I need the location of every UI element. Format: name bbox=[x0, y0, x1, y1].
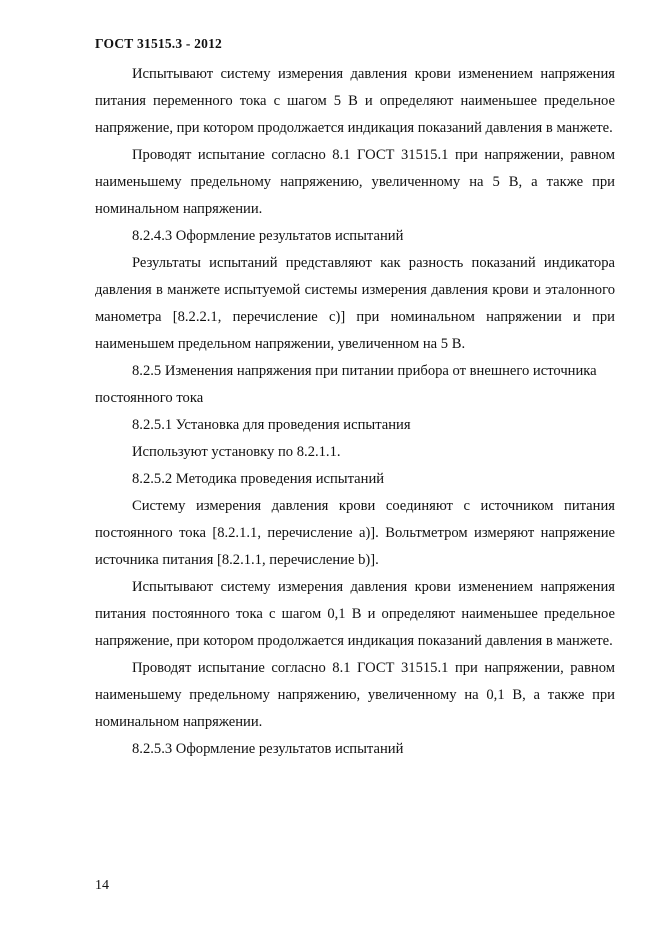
section-heading-8-2-5: 8.2.5 Изменения напряжения при питании прибора от внешнего источника постоянного тока bbox=[95, 363, 597, 406]
section-heading-8-2-5-1: 8.2.5.1 Установка для проведения испытания bbox=[132, 417, 411, 433]
page-number: 14 bbox=[95, 878, 109, 893]
section-heading-8-2-4-3: 8.2.4.3 Оформление результатов испытаний bbox=[132, 228, 404, 244]
section-heading-8-2-5-3: 8.2.5.3 Оформление результатов испытаний bbox=[132, 741, 404, 757]
document-header: ГОСТ 31515.3 - 2012 bbox=[95, 36, 222, 51]
paragraph-dc-voltage-test: Испытывают систему измерения давления крови изменением напряжения питания постоянного тока с шагом 0,1 В и определяют наименьшее предельное напряжение, при котором продолжается индикация показаний давления в манжете. bbox=[95, 579, 615, 649]
section-heading-8-2-5-2: 8.2.5.2 Методика проведения испытаний bbox=[132, 471, 385, 487]
paragraph-dc-test-procedure: Проводят испытание согласно 8.1 ГОСТ 31515.1 при напряжении, равном наименьшему предельному напряжению, увеличенному на 0,1 В, а также при номинальном напряжении. bbox=[95, 660, 615, 730]
document-body bbox=[95, 61, 615, 763]
paragraph-setup-reference: Используют установку по 8.2.1.1. bbox=[132, 444, 341, 460]
paragraph-ac-voltage-test: Испытывают систему измерения давления крови изменением напряжения питания переменного тока с шагом 5 В и определяют наименьшее предельное напряжение, при котором продолжается индикация показаний давления в манжете. bbox=[95, 66, 615, 136]
paragraph-ac-test-procedure: Проводят испытание согласно 8.1 ГОСТ 31515.1 при напряжении, равном наименьшему предельному напряжению, увеличенному на 5 В, а также при номинальном напряжении. bbox=[95, 147, 615, 217]
paragraph-results-presentation: Результаты испытаний представляют как разность показаний индикатора давления в манжете испытуемой системы измерения давления крови и эталонного манометра [8.2.2.1, перечисление c)] при номинальном напряжении и при наименьшем предельном напряжении, увеличенном на 5 В. bbox=[95, 255, 615, 352]
paragraph-dc-connection: Систему измерения давления крови соединяют с источником питания постоянного тока [8.2.1.1, перечисление a)]. Вольтметром измеряют напряжение источника питания [8.2.1.1, перечисление b)]. bbox=[95, 498, 615, 568]
